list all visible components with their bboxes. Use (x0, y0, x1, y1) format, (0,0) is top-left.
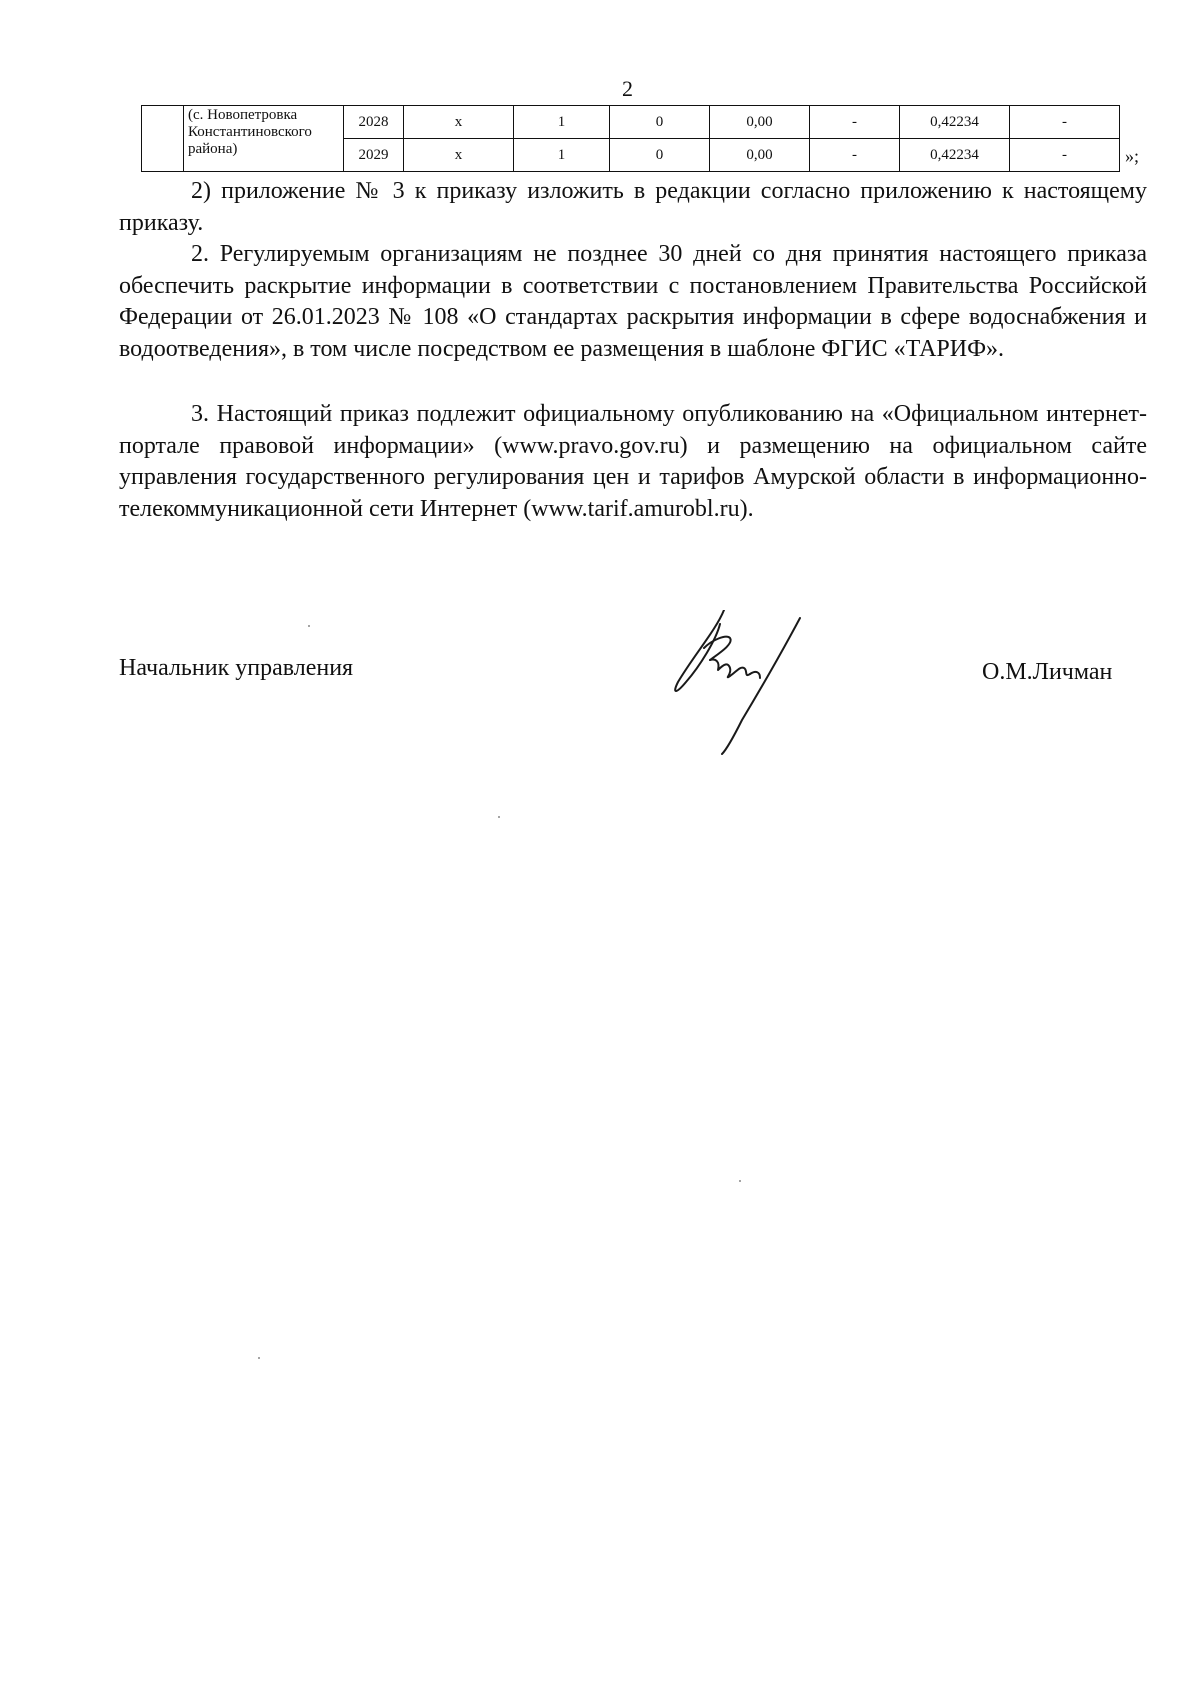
scan-speck (739, 1180, 741, 1182)
table-cell: 0,42234 (900, 106, 1010, 139)
table-cell: 0,00 (710, 106, 810, 139)
table-closing-mark: »; (1125, 146, 1140, 166)
table-cell-location (184, 106, 344, 172)
handwritten-signature (664, 610, 834, 755)
table-cell: 0 (610, 139, 710, 172)
scan-speck (258, 1357, 260, 1359)
table-cell: 1 (514, 106, 610, 139)
table-cell: х (404, 106, 514, 139)
signatory-name: О.М.Личман (982, 659, 1113, 685)
paragraph-publication: 3. Настоящий приказ подлежит официальному опубликованию на «Официальном интернет-портале правовой информации» (www.pravo.gov.ru) и размещению на официальном сайте управления государственного регулирования цен и тарифов Амурской области в информационно-телекоммуникационной сети Интернет (www.tarif.amurobl.ru). (119, 401, 1147, 522)
table-cell: 0 (610, 106, 710, 139)
tariff-table (141, 105, 1120, 172)
page-number: 2 (622, 76, 633, 101)
table-cell-year: 2028 (344, 106, 404, 139)
table-cell: - (810, 106, 900, 139)
table-cell: - (1010, 106, 1120, 139)
paragraph-appendix-3: 2) приложение № 3 к приказу изложить в редакции согласно приложению к настоящему приказу. (119, 178, 1147, 236)
table-cell-empty (142, 106, 184, 172)
table-row (142, 106, 1120, 139)
location-line: Константиновского (188, 124, 312, 140)
signatory-position: Начальник управления (119, 655, 354, 681)
scan-speck (308, 625, 310, 627)
location-line: (с. Новопетровка (188, 107, 298, 123)
paragraph-disclosure: 2. Регулируемым организациям не позднее 30 дней со дня принятия настоящего приказа обеспечить раскрытие информации в соответствии с постановлением Правительства Российской Федерации от 26.01.2023 № 108 «О стандартах раскрытия информации в сфере водоснабжения и водоотведения», в том числе посредством ее размещения в шаблоне ФГИС «ТАРИФ». (119, 241, 1147, 362)
table-cell-year: 2029 (344, 139, 404, 172)
table-cell: - (1010, 139, 1120, 172)
table-cell: - (810, 139, 900, 172)
scan-speck (498, 816, 500, 818)
table-cell: х (404, 139, 514, 172)
location-line: района) (188, 141, 238, 157)
table-cell: 1 (514, 139, 610, 172)
table-cell: 0,00 (710, 139, 810, 172)
table-cell: 0,42234 (900, 139, 1010, 172)
